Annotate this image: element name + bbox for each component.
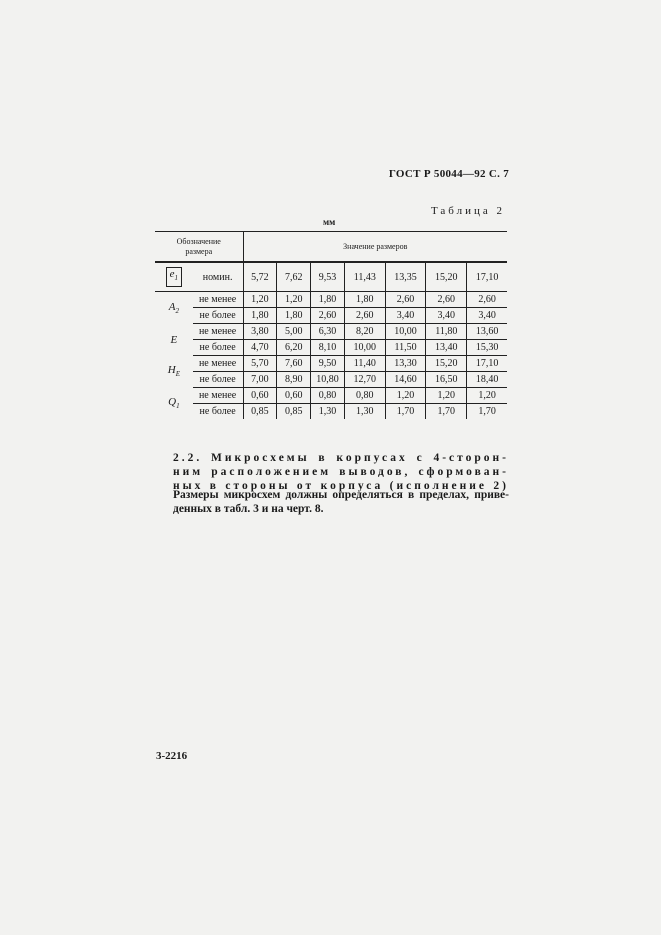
qualifier-cell: не более [193,372,243,388]
value-cell: 1,70 [478,406,496,417]
value-cell: 6,30 [311,324,345,340]
value-cell: 1,20 [426,388,467,404]
value-cell: 1,80 [243,308,277,324]
table-row [155,356,507,372]
value-cell: 12,70 [344,372,385,388]
qualifier-cell: не менее [193,292,243,308]
value-cell: 10,80 [311,372,345,388]
value-cell: 3,80 [243,324,277,340]
paragraph-line: ных в стороны от корпуса (исполнение 2) [173,480,509,492]
value-cell: 13,35 [385,262,426,292]
value-cell: 9,53 [311,262,345,292]
value-cell: 7,00 [243,372,277,388]
qualifier-cell: не менее [193,324,243,340]
value-cell: 1,70 [385,404,426,420]
value-cell: 10,00 [385,324,426,340]
value-cell: 11,40 [344,356,385,372]
table-caption: Таблица 2 [430,205,505,217]
value-cell: 13,60 [467,324,507,340]
value-cell: 7,60 [277,356,311,372]
table-row [155,388,507,404]
value-cell: 17,10 [467,356,507,372]
value-cell: 1,30 [311,404,345,420]
value-cell: 0,85 [243,404,277,420]
value-cell: 0,80 [311,388,345,404]
value-cell: 15,30 [467,340,507,356]
value-cell: 0,60 [277,388,311,404]
value-cell: 14,60 [385,372,426,388]
value-cell: 15,20 [426,262,467,292]
qualifier-cell: не более [193,308,243,324]
value-cell: 2,60 [311,308,345,324]
value-cell: 1,30 [344,404,385,420]
table-row [155,404,507,420]
value-cell: 3,40 [426,308,467,324]
value-cell: 8,10 [311,340,345,356]
symbol-e1: $e_1$ [166,267,182,286]
dimensions-table [155,231,507,419]
value-cell: 1,80 [311,292,345,308]
value-cell: 10,00 [344,340,385,356]
qualifier-cell: не более [193,404,243,420]
value-cell: 0,85 [277,404,311,420]
value-cell: 4,70 [243,340,277,356]
value-cell: 13,40 [426,340,467,356]
table-row [155,308,507,324]
paragraph-line: ним расположением выводов, сформован- [173,466,509,478]
table-header-row [155,232,507,263]
value-cell: 2,60 [467,292,507,308]
table-row [155,292,507,308]
value-cell: 8,20 [344,324,385,340]
value-cell: 6,20 [277,340,311,356]
qualifier-cell: не более [193,340,243,356]
paragraph-line: денных в табл. 3 и на черт. 8. [173,503,324,515]
value-cell: 11,43 [344,262,385,292]
value-cell: 1,80 [277,308,311,324]
table-row [155,372,507,388]
value-cell: 2,60 [426,292,467,308]
table-row [155,340,507,356]
paragraph-line: Размеры микросхем должны определяться в пределах, приве- [173,489,509,501]
value-cell: 16,50 [426,372,467,388]
value-cell: 8,90 [277,372,311,388]
qualifier-cell: номин. [193,262,243,292]
value-cell: 5,70 [243,356,277,372]
page-code: 3-2216 [156,750,188,762]
value-cell: 17,10 [467,262,507,292]
header-designation-line1: Обозначение [176,236,221,246]
symbol-cell: E [170,333,178,346]
header-designation [155,232,243,263]
value-cell: 11,80 [426,324,467,340]
value-cell: 1,20 [385,388,426,404]
value-cell: 1,80 [344,292,385,308]
value-cell: 3,40 [385,308,426,324]
value-cell: 2,60 [385,292,426,308]
header-designation-line2: размера [185,246,213,256]
value-cell: 3,40 [467,308,507,324]
value-cell: 18,40 [467,372,507,388]
value-cell: 1,20 [277,292,311,308]
header-values: Значение размеров [243,232,507,263]
value-cell: 0,80 [344,388,385,404]
value-cell: 1,70 [426,404,467,420]
table-unit: мм [323,217,336,227]
value-cell: 2,60 [344,308,385,324]
value-cell: 9,50 [311,356,345,372]
body-paragraph [173,488,509,516]
section-paragraph-2-2 [173,451,509,493]
page-header-standard: ГОСТ Р 50044—92 С. 7 [388,168,509,180]
symbol-cell: $H_E$ [167,364,180,379]
value-cell: 11,50 [385,340,426,356]
symbol-cell [155,262,193,292]
value-cell: 13,30 [385,356,426,372]
symbol-cell: $A_2$ [168,300,179,315]
value-cell: 5,72 [243,262,277,292]
value-cell: 1,20 [467,388,507,404]
qualifier-cell: не менее [193,388,243,404]
value-cell: 5,00 [277,324,311,340]
value-cell: 0,60 [243,388,277,404]
paragraph-line: 2.2. Микросхемы в корпусах с 4-сторон- [173,452,509,464]
qualifier-cell: не менее [193,356,243,372]
value-cell: 7,62 [277,262,311,292]
value-cell: 1,20 [243,292,277,308]
value-cell: 15,20 [426,356,467,372]
symbol-cell: $Q_1$ [168,396,180,411]
table-row [155,324,507,340]
table-row-nominal [155,262,507,292]
